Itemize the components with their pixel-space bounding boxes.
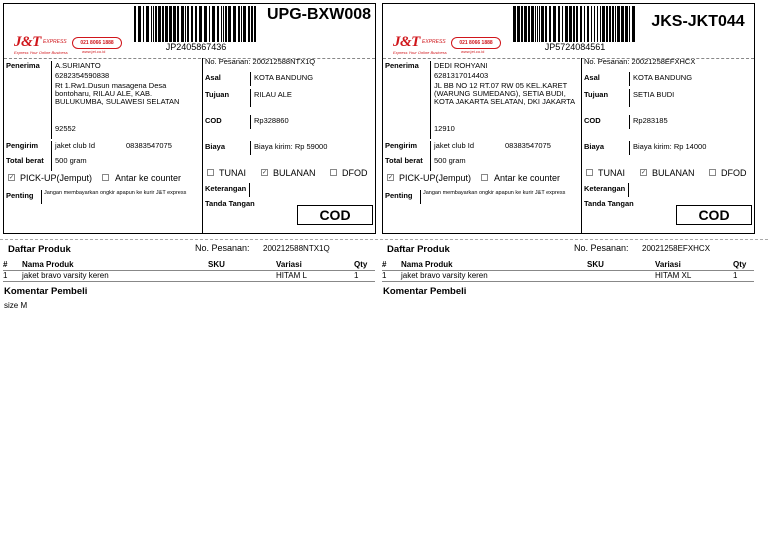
divider <box>41 190 42 204</box>
sort-code: JKS-JKT044 <box>651 13 745 30</box>
recipient-phone: 6281317014403 <box>434 71 489 80</box>
sender-label: Pengirim <box>6 141 39 150</box>
order-no: 200212588NTX1Q <box>263 244 330 253</box>
divider <box>250 141 251 155</box>
order-no: 20021258EFXHCX <box>642 244 711 253</box>
counter-checkbox[interactable] <box>102 174 109 181</box>
row-variant: HITAM L <box>276 271 307 280</box>
cod-badge: COD <box>676 205 752 225</box>
order-no-label: No. Pesanan: <box>574 243 629 253</box>
destination-label: Tujuan <box>584 90 609 99</box>
row-num: 1 <box>3 271 8 280</box>
tunai-option: TUNAI <box>219 168 246 178</box>
dfod-option: DFOD <box>342 168 368 178</box>
counter-option: Antar ke counter <box>494 173 561 183</box>
label-header <box>4 4 375 59</box>
divider <box>250 72 251 86</box>
sort-code: UPG-BXW008 <box>266 6 372 23</box>
comment-title: Komentar Pembeli <box>4 286 88 297</box>
counter-option: Antar ke counter <box>115 173 182 183</box>
divider <box>3 281 375 282</box>
weight-value: 500 gram <box>55 156 87 165</box>
logo-sub: EXPRESS <box>422 39 446 45</box>
postal-code: 92552 <box>55 124 76 133</box>
col-qty: Qty <box>733 260 747 269</box>
divider <box>249 183 250 197</box>
order-no-label: No. Pesanan: <box>205 57 251 66</box>
important-label: Penting <box>6 191 34 200</box>
logo-brand: J&T <box>393 34 420 50</box>
counter-checkbox[interactable] <box>481 174 488 181</box>
recipient-phone: 6282354590838 <box>55 71 110 80</box>
pickup-option: PICK-UP(Jemput) <box>399 173 472 183</box>
divider <box>628 183 629 197</box>
important-note: Jangan membayarkan ongkir apapun ke kurir J&T express <box>44 190 187 196</box>
destination-label: Tujuan <box>205 90 230 99</box>
recipient-address: JL BB NO 12 RT.07 RW 05 KEL.KARET (WARUNG SUMEDANG), SETIA BUDI, KOTA JAKARTA SELATAN, DKI JAKARTA <box>434 81 576 106</box>
divider <box>629 89 630 107</box>
dfod-checkbox[interactable] <box>709 169 716 176</box>
hotline-badge: 021 8066 1888 <box>451 37 501 49</box>
jnt-logo <box>389 34 507 56</box>
column-divider <box>581 58 582 233</box>
hotline-badge: 021 8066 1888 <box>72 37 122 49</box>
row-qty: 1 <box>733 271 738 280</box>
jnt-logo <box>10 34 128 56</box>
divider <box>430 141 431 171</box>
tunai-option: TUNAI <box>598 168 625 178</box>
col-sku: SKU <box>587 260 604 269</box>
website-text: www.jet.co.id <box>82 49 106 54</box>
col-sku: SKU <box>208 260 225 269</box>
comment-text: size M <box>4 301 28 310</box>
origin-label: Asal <box>205 73 221 82</box>
fee-label: Biaya <box>584 142 605 151</box>
cod-label: COD <box>205 116 222 125</box>
sender-name: jaket club Id <box>434 141 475 150</box>
origin-value: KOTA BANDUNG <box>254 73 314 82</box>
logo-tagline: Express Your Online Business <box>14 50 68 55</box>
order-no-line <box>584 58 695 66</box>
pickup-checkbox[interactable]: ✓ <box>9 175 15 181</box>
remarks-label: Keterangan <box>205 184 247 193</box>
shipping-label-1 <box>3 3 376 234</box>
origin-label: Asal <box>584 73 600 82</box>
bulanan-option: BULANAN <box>273 168 316 178</box>
label-header <box>383 4 754 59</box>
product-list-title: Daftar Produk <box>8 244 71 255</box>
bulanan-checkbox[interactable]: ✓ <box>262 170 268 176</box>
divider <box>51 61 52 139</box>
row-qty: 1 <box>354 271 359 280</box>
bulanan-option: BULANAN <box>652 168 695 178</box>
cod-label: COD <box>584 116 601 125</box>
sender-label: Pengirim <box>385 141 418 150</box>
pickup-option: PICK-UP(Jemput) <box>20 173 93 183</box>
order-no-label: No. Pesanan: <box>195 243 250 253</box>
signature-label: Tanda Tangan <box>584 199 634 208</box>
divider <box>420 190 421 204</box>
divider <box>250 115 251 129</box>
cut-line <box>0 239 768 240</box>
divider <box>51 141 52 171</box>
order-no-line <box>205 58 315 66</box>
weight-label: Total berat <box>6 156 44 165</box>
logo-brand: J&T <box>14 34 41 50</box>
pickup-checkbox[interactable]: ✓ <box>388 175 394 181</box>
row-variant: HITAM XL <box>655 271 692 280</box>
divider <box>629 141 630 155</box>
col-name: Nama Produk <box>22 260 74 269</box>
row-name: jaket bravo varsity keren <box>22 271 109 280</box>
bulanan-checkbox[interactable]: ✓ <box>641 170 647 176</box>
origin-value: KOTA BANDUNG <box>633 73 693 82</box>
divider <box>629 72 630 86</box>
divider <box>250 89 251 107</box>
important-note: Jangan membayarkan ongkir apapun ke kurir J&T express <box>423 190 566 196</box>
website-text: www.jet.co.id <box>461 49 485 54</box>
col-name: Nama Produk <box>401 260 453 269</box>
barcode-icon <box>513 6 637 42</box>
order-no: 20021258EFXHCX <box>631 57 696 66</box>
important-label: Penting <box>385 191 413 200</box>
divider <box>430 61 431 139</box>
cod-value: Rp283185 <box>633 116 668 125</box>
tunai-checkbox[interactable] <box>586 169 593 176</box>
fee-label: Biaya <box>205 142 226 151</box>
col-num: # <box>382 260 387 269</box>
barcode-icon <box>134 6 258 42</box>
dfod-option: DFOD <box>721 168 747 178</box>
sender-phone: 08383547075 <box>505 141 551 150</box>
weight-label: Total berat <box>385 156 423 165</box>
signature-label: Tanda Tangan <box>205 199 255 208</box>
product-list-title: Daftar Produk <box>387 244 450 255</box>
remarks-label: Keterangan <box>584 184 626 193</box>
divider <box>382 281 754 282</box>
recipient-name: A.SURIANTO <box>55 61 101 70</box>
awb-number: JP5724084561 <box>544 42 606 52</box>
shipping-label-2 <box>382 3 755 234</box>
divider <box>629 115 630 129</box>
recipient-label: Penerima <box>385 61 419 70</box>
col-variant: Variasi <box>276 260 302 269</box>
cod-value: Rp328860 <box>254 116 289 125</box>
column-divider <box>202 58 203 233</box>
recipient-name: DEDI ROHYANI <box>434 61 488 70</box>
logo-tagline: Express Your Online Business <box>393 50 447 55</box>
row-name: jaket bravo varsity keren <box>401 271 488 280</box>
comment-title: Komentar Pembeli <box>383 286 467 297</box>
sender-phone: 08383547075 <box>126 141 172 150</box>
cod-badge: COD <box>297 205 373 225</box>
order-no-label: No. Pesanan: <box>584 57 630 66</box>
dfod-checkbox[interactable] <box>330 169 337 176</box>
col-qty: Qty <box>354 260 368 269</box>
tunai-checkbox[interactable] <box>207 169 214 176</box>
shipping-fee: Biaya kirim: Rp 59000 <box>254 142 328 151</box>
sender-name: jaket club Id <box>55 141 96 150</box>
row-num: 1 <box>382 271 387 280</box>
destination-value: SETIA BUDI <box>633 90 675 99</box>
postal-code: 12910 <box>434 124 455 133</box>
recipient-address: Rt 1.Rw1.Dusun masagena Desa bontoharu, RILAU ALE, KAB. BULUKUMBA, SULAWESI SELATAN <box>55 81 180 106</box>
shipping-fee: Biaya kirim: Rp 14000 <box>633 142 707 151</box>
col-variant: Variasi <box>655 260 681 269</box>
weight-value: 500 gram <box>434 156 466 165</box>
order-no: 200212588NTX1Q <box>252 57 316 66</box>
destination-value: RILAU ALE <box>254 90 292 99</box>
logo-sub: EXPRESS <box>43 39 67 45</box>
col-num: # <box>3 260 8 269</box>
recipient-label: Penerima <box>6 61 40 70</box>
awb-number: JP2405867436 <box>165 42 227 52</box>
